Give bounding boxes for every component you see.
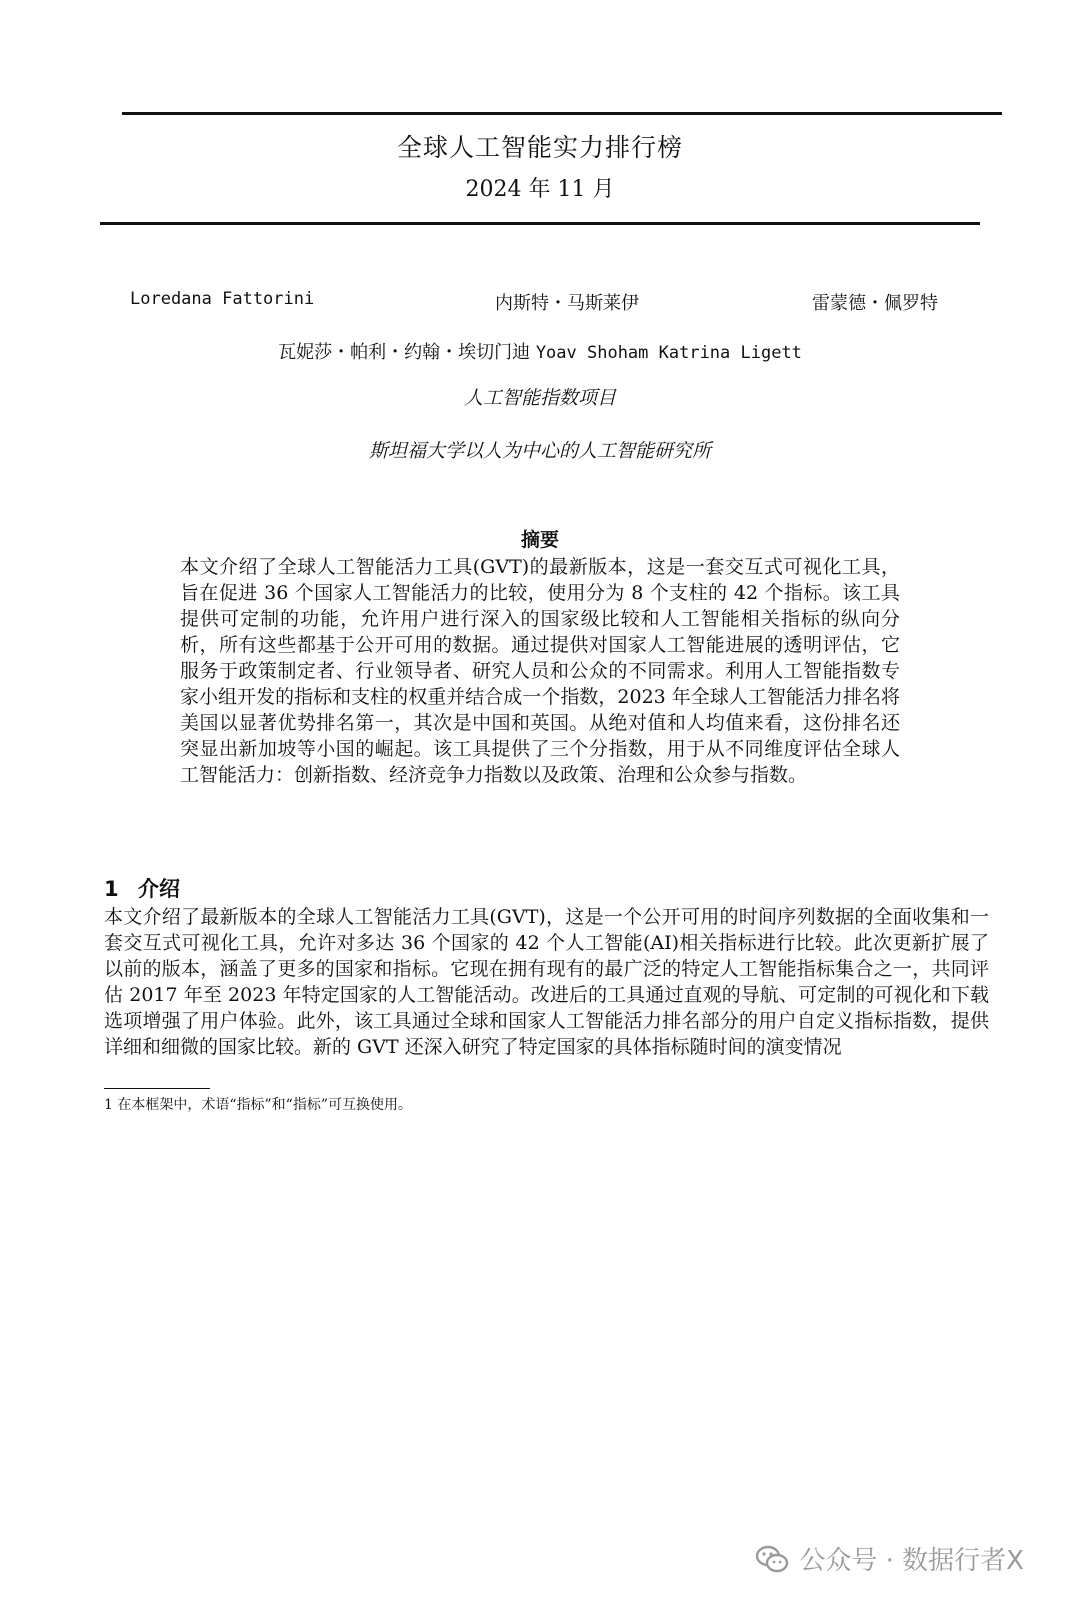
wechat-icon: [755, 1544, 789, 1574]
author-1: Loredana Fattorini: [130, 289, 315, 309]
section-number: 1: [104, 877, 119, 901]
section-1-heading: [104, 873, 180, 903]
section-1-body: 本文介绍了最新版本的全球人工智能活力工具(GVT)，这是一个公开可用的时间序列数据的全面收集和一套交互式可视化工具，允许对多达 36 个国家的 42 个人工智能(AI)相关指标进行比较。此次更新扩展了以前的版本，涵盖了更多的国家和指标。它现在拥有现有的最广泛的特定人工智能指标集合之一，共同评估 2017 年至 2023 年特定国家的人工智能活动。改进后的工具通过直观的导航、可定制的可视化和下载选项增强了用户体验。此外，该工具通过全球和国家人工智能活力排名部分的用户自定义指标指数，提供详细和细微的国家比较。新的 GVT 还深入研究了特定国家的具体指标随时间的演变情况: [104, 906, 989, 1058]
affiliation-ai-index: 人工智能指数项目: [463, 387, 616, 409]
watermark-text: 公众号 · 数据行者X: [799, 1546, 1024, 1576]
affiliation-stanford-hai: 斯坦福大学以人为中心的人工智能研究所: [368, 440, 711, 462]
paper-title: 全球人工智能实力排行榜: [396, 133, 683, 162]
author-3: 雷蒙德・佩罗特: [812, 293, 938, 314]
authors-chinese: 瓦妮莎・帕利・约翰・埃切门迪: [278, 342, 531, 363]
title-bottom-rule: [100, 222, 980, 225]
paper-date: 2024 年 11 月: [465, 177, 615, 202]
footnote-rule: [104, 1088, 210, 1089]
top-rule: [122, 112, 1002, 115]
author-2: 内斯特・马斯莱伊: [495, 293, 639, 314]
watermark: [755, 1540, 1024, 1577]
authors-english: Yoav Shoham Katrina Ligett: [535, 343, 802, 363]
abstract-body: 本文介绍了全球人工智能活力工具(GVT)的最新版本，这是一套交互式可视化工具，旨在促进 36 个国家人工智能活力的比较，使用分为 8 个支柱的 42 个指标。该工具提供可定制的功能，允许用户进行深入的国家级比较和人工智能相关指标的纵向分析，所有这些都基于公开可用的数据。通过提供对国家人工智能进展的透明评估，它服务于政策制定者、行业领导者、研究人员和公众的不同需求。利用人工智能指数专家小组开发的指标和支柱的权重并结合成一个指数，2023 年全球人工智能活力排名将美国以显著优势排名第一，其次是中国和英国。从绝对值和人均值来看，这份排名还突显出新加坡等小国的崛起。该工具提供了三个分指数，用于从不同维度评估全球人工智能活力：创新指数、经济竞争力指数以及政策、治理和公众参与指数。: [180, 556, 900, 786]
footnote: 1 在本框架中，术语“指标”和“指标”可互换使用。: [104, 1097, 412, 1113]
author-row-2: [0, 338, 1080, 364]
abstract-heading: 摘要: [520, 529, 559, 551]
section-title: 介绍: [138, 877, 180, 901]
